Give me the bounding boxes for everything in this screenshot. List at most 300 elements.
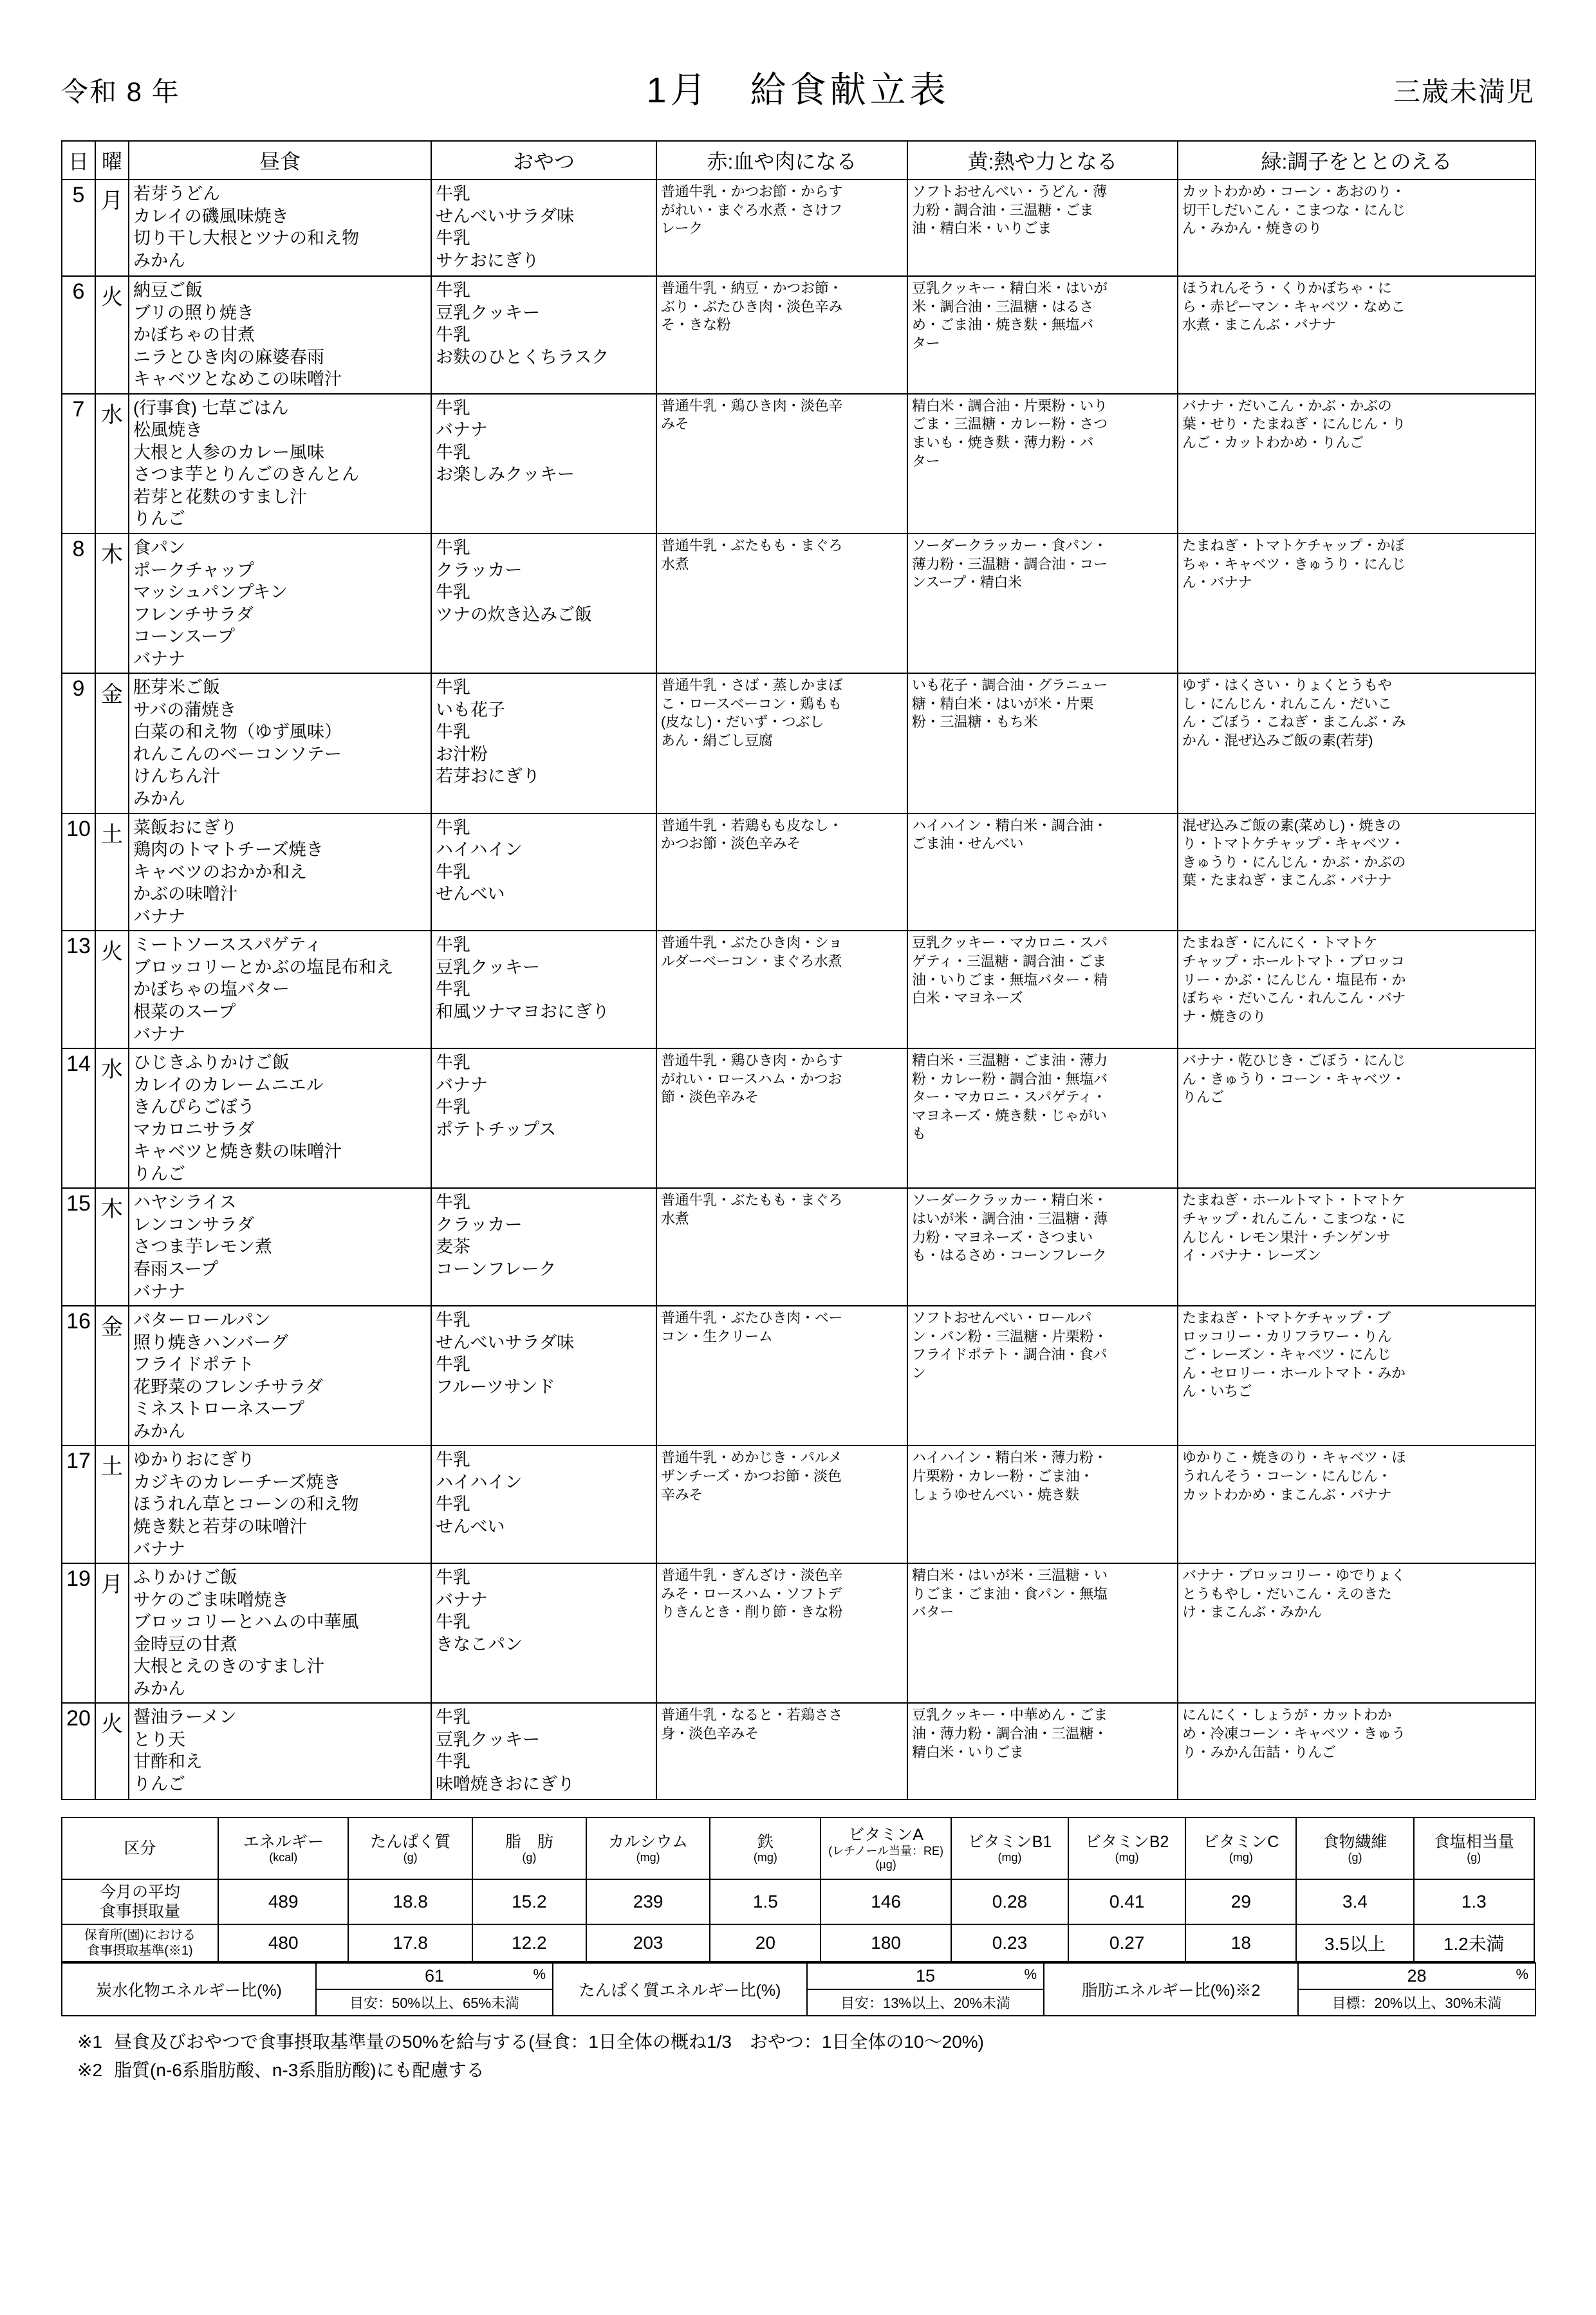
menu-row-lunch-line: 春雨スープ [133,1259,219,1279]
menu-row [62,1048,1536,1188]
menu-row-green-group-line: バナナ・乾ひじき・ごぼう・にんじ [1182,1052,1406,1069]
menu-row-yellow-group-line: りごま・ごま油・食パン・無塩 [912,1585,1108,1602]
menu-row-snack-line: 若芽おにぎり [436,767,540,786]
menu-row-lunch-line: バナナ [133,1281,185,1301]
menu-row-red-group-line: みそ・ロースハム・ソフトデ [661,1585,842,1602]
menu-row-snack-line: 牛乳 [436,678,470,698]
menu-row-lunch-line: フライドポテト [133,1355,255,1375]
menu-row-yellow-group-line: も [912,1126,926,1142]
menu-row-yellow-group [907,394,1178,534]
summary-row-label: 保育所(園)における 食事摂取基準(※1) [62,1924,218,1962]
summary-col-header: ビタミンB2 (mg) [1068,1818,1185,1879]
menu-row-snack-line: 牛乳 [436,1310,470,1330]
audience-label: 三歳未満児 [1393,77,1535,107]
menu-row-snack-line: 豆乳クッキー [436,1729,540,1749]
menu-row-yellow-group [907,534,1178,673]
menu-row-green-group-line: り・みかん缶詰・りんご [1182,1743,1336,1760]
summary-row [62,1879,1534,1924]
footnote-text: 脂質(n-6系脂肪酸、n-3系脂肪酸)にも配慮する [114,2059,485,2080]
menu-row [62,394,1536,534]
menu-row-snack-line: 牛乳 [436,1612,470,1632]
menu-row-snack [431,814,656,931]
menu-row-yellow-group-line: 精白米・はいが米・三温糖・い [912,1567,1108,1584]
menu-sheet [0,58,1596,2315]
menu-row-yellow-group-line: ター [912,452,940,469]
col-header-yellow: 黄:熱や力となる [907,141,1178,180]
menu-row-red-group-line: 普通牛乳・かつお節・からす [661,183,843,200]
menu-row-red-group-line: 身・淡色辛みそ [661,1725,759,1742]
menu-row-green-group-line: とうもやし・だいこん・えのきた [1182,1585,1392,1602]
menu-row-snack-line: 牛乳 [436,442,470,462]
menu-row-snack-line: ハイハイン [436,840,523,860]
menu-row-green-group-line: ん・みかん・焼きのり [1182,220,1322,237]
menu-row-green-group-line: きゅうり・にんじん・かぶ・かぶの [1182,853,1406,870]
menu-row-green-group-line: たまねぎ・トマトケチャップ・かぼ [1182,537,1405,554]
menu-row [62,276,1536,394]
ratio-label-carb: 炭水化物エネルギー比(%) [62,1963,316,2016]
menu-row-red-group-line: あん・絹ごし豆腐 [661,732,773,749]
menu-row-red-group [656,1446,907,1563]
menu-row-lunch-line: 若芽と花麩のすまし汁 [133,487,307,507]
menu-row-snack-line: 牛乳 [436,1568,470,1588]
menu-row-snack-line: 牛乳 [436,228,470,248]
menu-row-snack-line: お麩のひとくちラスク [436,347,609,367]
menu-row [62,1188,1536,1306]
summary-cell: 203 [586,1924,710,1962]
menu-row-snack [431,931,656,1048]
menu-row-lunch-line: 菜飯おにぎり [133,817,237,837]
menu-row-red-group [656,1563,907,1703]
menu-row-lunch-line: (行事食) 七草ごはん [133,398,289,418]
menu-row-red-group-line: 普通牛乳・なると・若鶏ささ [661,1707,843,1724]
menu-row-lunch [129,814,431,931]
ratio-guide-carb: 目安：50%以上、65%未満 [316,1989,553,2016]
menu-row-yellow-group-line: め・ごま油・焼き麩・無塩バ [912,317,1094,333]
menu-row-snack-line: 牛乳 [436,722,470,742]
menu-row-lunch-line: さつま芋レモン煮 [133,1237,272,1257]
menu-row-snack-line: 牛乳 [436,1450,470,1470]
menu-row-snack-line: ツナの炊き込みご飯 [436,604,592,624]
menu-row-snack-line: せんべい [436,884,505,904]
menu-row-red-group-line: かつお節・淡色辛みそ [661,835,801,852]
menu-row-dow: 水 [95,394,129,534]
menu-row-red-group [656,673,907,813]
menu-row-red-group [656,394,907,534]
summary-cell: 29 [1185,1879,1296,1924]
menu-row-day: 14 [62,1048,95,1188]
ratio-guide-fat: 目標：20%以上、30%未満 [1298,1989,1536,2016]
menu-row-lunch-line: かぼちゃの塩バター [133,980,290,999]
menu-row-green-group-line: し・にんじん・れんこん・だいこ [1182,695,1392,712]
menu-row-day: 7 [62,394,95,534]
summary-cell: 17.8 [348,1924,472,1962]
menu-row-yellow-group-line: 片栗粉・カレー粉・ごま油・ [912,1467,1094,1484]
menu-row-snack [431,1563,656,1703]
menu-row-yellow-group-line: 薄力粉・三温糖・調合油・コー [912,555,1108,572]
menu-row-snack-line: 牛乳 [436,1097,470,1117]
menu-row-green-group-line: んご・カットわかめ・りんご [1182,434,1364,451]
menu-row-dow: 月 [95,180,129,276]
summary-col-header: 鉄 (mg) [710,1818,821,1879]
menu-row-lunch-line: ふりかけご飯 [133,1568,237,1588]
menu-row [62,814,1536,931]
menu-row-red-group [656,1703,907,1799]
menu-row-snack-line: せんべいサラダ味 [436,206,575,226]
menu-row-lunch-line: かぶの味噌汁 [133,884,237,904]
menu-row-lunch-line: バナナ [133,649,185,669]
menu-row-lunch-line: 胚芽米ご飯 [133,678,220,698]
menu-row-yellow-group-line: 豆乳クッキー・精白米・はいが [912,280,1108,296]
menu-row-snack-line: 牛乳 [436,1707,470,1727]
menu-row-red-group-line: こ・ロースベーコン・鶏もも [661,695,842,712]
menu-row-green-group [1178,180,1536,276]
menu-row-green-group-line: カットわかめ・コーン・あおのり・ [1182,183,1406,200]
menu-row-green-group-line: ちゃ・キャベツ・きゅうり・にんじ [1182,555,1406,572]
menu-row-lunch-line: 金時豆の甘煮 [133,1634,237,1654]
menu-row-green-group-line: んじん・レモン果汁・チンゲンサ [1182,1229,1391,1245]
summary-cell: 0.23 [951,1924,1068,1962]
summary-col-header: 食物繊維 (g) [1296,1818,1413,1879]
summary-cell: 0.28 [951,1879,1068,1924]
menu-row-snack-line: いも花子 [436,700,505,720]
menu-row-red-group [656,276,907,394]
menu-row-lunch-line: ミネストローネスープ [133,1399,304,1419]
menu-row-red-group-line: レーク [661,220,703,237]
menu-row-snack [431,1703,656,1799]
menu-row-lunch [129,1048,431,1188]
menu-row-red-group [656,814,907,931]
menu-row-snack-line: バナナ [436,1590,488,1610]
menu-row-snack-line: バナナ [436,420,488,440]
summary-cell: 1.2未満 [1414,1924,1534,1962]
menu-row-lunch-line: 根菜のスープ [133,1001,236,1021]
menu-row-snack-line: お楽しみクッキー [436,465,575,485]
summary-row-label: 今月の平均 食事摂取量 [62,1879,218,1924]
ratio-label-fat: 脂肪エネルギー比(%)※2 [1044,1963,1298,2016]
summary-col-header: 食塩相当量 (g) [1414,1818,1534,1879]
menu-row-green-group-line: たまねぎ・にんにく・トマトケ [1182,934,1378,951]
menu-row-lunch [129,1306,431,1446]
menu-row-snack [431,276,656,394]
summary-col-header: エネルギー (kcal) [218,1818,348,1879]
menu-row-yellow-group [907,180,1178,276]
menu-row-lunch-line: バターロールパン [133,1310,271,1330]
menu-row-snack [431,1306,656,1446]
menu-row-snack-line: クラッカー [436,560,523,580]
menu-row-green-group-line: ロッコリー・カリフラワー・りん [1182,1328,1392,1344]
menu-row-lunch-line: とり天 [133,1729,185,1749]
menu-row-snack-line: サケおにぎり [436,250,539,270]
menu-row-lunch [129,1188,431,1306]
menu-row-red-group [656,931,907,1048]
menu-row-green-group-line: 混ぜ込みご飯の素(菜めし)・焼きの [1182,817,1401,833]
menu-row-red-group-line: 辛みそ [661,1486,703,1503]
menu-row-yellow-group [907,1306,1178,1446]
menu-row-lunch-line: けんちん汁 [133,767,220,786]
menu-row-snack-line: フルーツサンド [436,1377,555,1397]
menu-row-yellow-group [907,931,1178,1048]
summary-cell: 18 [1185,1924,1296,1962]
menu-row-lunch-line: きんぴらごぼう [133,1097,255,1117]
menu-row-lunch-line: バナナ [133,1539,185,1559]
menu-row-yellow-group-line: 米・調合油・三温糖・はるさ [912,298,1094,315]
menu-row-green-group-line: イ・バナナ・レーズン [1182,1247,1321,1264]
menu-row-snack-line: 豆乳クッキー [436,957,540,977]
menu-row-green-group [1178,534,1536,673]
menu-row-lunch-line: 食パン [133,538,185,558]
menu-row-lunch-line: ハヤシライス [133,1193,237,1213]
menu-row-snack-line: 牛乳 [436,184,470,203]
menu-row-yellow-group [907,673,1178,813]
menu-row-lunch-line: マカロニサラダ [133,1119,255,1139]
menu-row-snack-line: 豆乳クッキー [436,302,540,322]
menu-row-snack-line: お汁粉 [436,744,488,764]
menu-row-red-group [656,180,907,276]
summary-cell: 480 [218,1924,348,1962]
menu-row [62,1703,1536,1799]
menu-row-yellow-group [907,814,1178,931]
menu-row-snack [431,534,656,673]
menu-row-red-group-line: 普通牛乳・納豆・かつお節・ [661,280,843,296]
menu-row-yellow-group-line: フライドポテト・調合油・食パ [912,1346,1108,1363]
menu-row-lunch-line: みかん [133,1678,185,1698]
menu-row-lunch-line: みかん [133,789,185,809]
menu-row-yellow-group-line: ター [912,335,940,351]
menu-row-lunch-line: みかん [133,250,185,270]
menu-row-red-group-line: ザンチーズ・かつお節・淡色 [661,1467,842,1484]
menu-row-green-group-line: たまねぎ・トマトケチャップ・ブ [1182,1310,1391,1326]
menu-row-day: 17 [62,1446,95,1563]
menu-row-lunch [129,931,431,1048]
menu-row-lunch-line: 醤油ラーメン [133,1707,237,1727]
menu-row-yellow-group-line: ハイハイン・精白米・薄力粉・ [912,1449,1108,1466]
menu-row-day: 15 [62,1188,95,1306]
menu-row-snack-line: 牛乳 [436,1355,470,1375]
menu-row-red-group-line: 普通牛乳・ぎんざけ・淡色辛 [661,1567,843,1584]
menu-row-day: 6 [62,276,95,394]
menu-row-lunch-line: ニラとひき肉の麻婆春雨 [133,347,324,367]
menu-row-lunch [129,673,431,813]
col-header-red: 赤:血や肉になる [656,141,907,180]
menu-row-lunch-line: マッシュパンプキン [133,582,288,602]
summary-col-header: 脂 肪 (g) [472,1818,586,1879]
menu-row-green-group-line: め・冷凍コーン・キャベツ・きゅう [1182,1725,1406,1742]
menu-row-snack-line: 牛乳 [436,935,470,955]
menu-row-day: 10 [62,814,95,931]
menu-row-lunch-line: 大根と人参のカレー風味 [133,442,324,462]
summary-cell: 15.2 [472,1879,586,1924]
menu-row-red-group-line: (皮なし)・だいず・つぶし [661,714,824,730]
menu-row-yellow-group-line: 油・精白米・いりごま [912,220,1052,237]
menu-row-green-group [1178,673,1536,813]
menu-row-snack-line: 牛乳 [436,1752,470,1772]
menu-row-red-group-line: 普通牛乳・ぶたひき肉・ベー [661,1310,843,1326]
menu-row-red-group-line: がれい・まぐろ水煮・さけフ [661,201,843,218]
menu-row-snack-line: 牛乳 [436,398,470,418]
ratio-value-protein: 15 % [807,1963,1044,1989]
menu-row-snack [431,1446,656,1563]
summary-cell: 489 [218,1879,348,1924]
menu-row-day: 16 [62,1306,95,1446]
menu-row-snack-line: 牛乳 [436,325,470,345]
menu-row-lunch-line: ブリの照り焼き [133,302,254,322]
menu-row-green-group-line: ら・赤ピーマン・キャベツ・なめこ [1182,298,1406,315]
menu-row-green-group-line: 水煮・まこんぶ・バナナ [1182,317,1336,333]
menu-row-green-group-line: 切干しだいこん・こまつな・にんじ [1182,201,1406,218]
col-header-lunch: 昼食 [129,141,431,180]
ratio-value-fat: 28 % [1298,1963,1536,1989]
summary-header-row [62,1818,1534,1879]
menu-row-yellow-group-line: ごま・三温糖・カレー粉・さつ [912,416,1108,432]
menu-row-green-group-line: チャップ・ホールトマト・ブロッコ [1182,953,1405,969]
menu-row-red-group-line: 普通牛乳・鶏ひき肉・淡色辛 [661,397,843,414]
menu-row-yellow-group-line: バター [912,1604,954,1621]
summary-cell: 12.2 [472,1924,586,1962]
menu-row-lunch-line: 鶏肉のトマトチーズ焼き [133,840,324,860]
menu-row-lunch-line: ミートソーススパゲティ [133,935,322,955]
menu-row-yellow-group-line: まいも・焼き麩・薄力粉・バ [912,434,1094,451]
menu-row [62,1563,1536,1703]
summary-cell: 1.3 [1414,1879,1534,1924]
menu-row-green-group [1178,931,1536,1048]
menu-row-green-group-line: カットわかめ・まこんぶ・バナナ [1182,1486,1392,1503]
menu-row-yellow-group [907,1048,1178,1188]
menu-row-snack-line: ポテトチップス [436,1119,557,1139]
menu-row-snack [431,1188,656,1306]
menu-row-lunch-line: レンコンサラダ [133,1214,255,1234]
menu-row-green-group-line: バナナ・だいこん・かぶ・かぶの [1182,397,1392,414]
menu-row-lunch [129,534,431,673]
menu-row-snack-line: 牛乳 [436,1494,470,1514]
summary-cell: 3.5以上 [1296,1924,1413,1962]
summary-cell: 3.4 [1296,1879,1413,1924]
page-header [61,58,1535,129]
menu-row-lunch-line: 照り焼きハンバーグ [133,1332,289,1352]
menu-row-snack-line: 牛乳 [436,980,470,999]
summary-cell: 180 [821,1924,951,1962]
menu-row-dow: 木 [95,534,129,673]
energy-ratio-row [62,1963,1536,1989]
menu-row-snack-line: せんべいサラダ味 [436,1332,575,1352]
menu-row-day: 8 [62,534,95,673]
summary-cell: 146 [821,1879,951,1924]
menu-row-red-group [656,1306,907,1446]
menu-row-yellow-group-line: 油・いりごま・無塩バター・精 [912,971,1108,988]
menu-row-yellow-group-line: 粉・三温糖・もち米 [912,714,1038,730]
menu-row-snack [431,394,656,534]
menu-row [62,1446,1536,1563]
menu-row-lunch-line: ひじきふりかけご飯 [133,1053,290,1073]
footnote [77,2028,1535,2056]
menu-row-lunch-line: ブロッコリーとハムの中華風 [133,1612,359,1632]
menu-row-snack [431,180,656,276]
summary-cell: 1.5 [710,1879,821,1924]
menu-row [62,1306,1536,1446]
menu-row-red-group-line: 水煮 [661,1210,689,1227]
menu-row-red-group-line: そ・きな粉 [661,317,731,333]
menu-row-snack-line: 味噌焼きおにぎり [436,1774,575,1794]
menu-row-green-group-line: 葉・たまねぎ・まこんぶ・バナナ [1182,872,1392,889]
menu-row-yellow-group-line: しょうゆせんべい・焼き麩 [912,1486,1079,1503]
menu-row-yellow-group [907,276,1178,394]
menu-row-lunch-line: フレンチサラダ [133,604,254,624]
menu-row-lunch-line: 白菜の和え物（ゆず風味） [133,722,342,742]
menu-row-dow: 水 [95,1048,129,1188]
footnote-marker: ※2 [77,2059,103,2080]
menu-row-green-group-line: ぼちゃ・だいこん・れんこん・バナ [1182,990,1406,1007]
menu-row-green-group-line: ん・きゅうり・コーン・キャベツ・ [1182,1070,1406,1087]
menu-row-dow: 木 [95,1188,129,1306]
col-header-dow: 曜 [95,141,129,180]
menu-row-dow: 金 [95,673,129,813]
menu-row-green-group [1178,1188,1536,1306]
menu-table-header-row [62,141,1536,180]
menu-row-lunch-line: りんご [133,509,185,529]
menu-row-dow: 土 [95,1446,129,1563]
summary-col-header: ビタミンC (mg) [1185,1818,1296,1879]
menu-row-green-group-line: ん・セロリー・ホールトマト・みか [1182,1364,1406,1381]
footnote [77,2056,1535,2084]
menu-row-yellow-group-line: 油・薄力粉・調合油・三温糖・ [912,1725,1108,1742]
menu-row-yellow-group-line: マヨネーズ・焼き麩・じゃがい [912,1107,1107,1124]
menu-row-green-group-line: 葉・せり・たまねぎ・にんじん・り [1182,416,1406,432]
menu-row-yellow-group-line: ハイハイン・精白米・調合油・ [912,817,1108,833]
menu-row-green-group [1178,1048,1536,1188]
ratio-guide-protein: 目安：13%以上、20%未満 [807,1989,1044,2016]
menu-row-lunch [129,394,431,534]
menu-row-lunch-line: ブロッコリーとかぶの塩昆布和え [133,957,394,977]
menu-row-lunch-line: ポークチャップ [133,560,255,580]
menu-row-lunch-line: カレイのカレームニエル [133,1075,324,1095]
menu-row-lunch-line: ゆかりおにぎり [133,1450,255,1470]
menu-row [62,673,1536,813]
summary-col-header: 区分 [62,1818,218,1879]
menu-row-lunch-line: カジキのカレーチーズ焼き [133,1472,341,1492]
summary-cell: 20 [710,1924,821,1962]
summary-cell: 0.27 [1068,1924,1185,1962]
nutrition-summary-table [61,1817,1535,1962]
menu-row-lunch-line: りんご [133,1774,185,1794]
menu-row-green-group-line: ん・バナナ [1182,574,1252,591]
menu-row-red-group-line: がれい・ロースハム・かつお [661,1070,842,1087]
menu-row-green-group [1178,1563,1536,1703]
menu-row-yellow-group-line: も・はるさめ・コーンフレーク [912,1247,1107,1264]
summary-col-header: ビタミンB1 (mg) [951,1818,1068,1879]
summary-col-header: ビタミンA (レチノール当量：RE) (µg) [821,1818,951,1879]
menu-row-dow: 火 [95,1703,129,1799]
menu-row-snack-line: ハイハイン [436,1472,523,1492]
col-header-snack: おやつ [431,141,656,180]
menu-row-yellow-group-line: 精白米・三温糖・ごま油・薄力 [912,1052,1108,1069]
energy-ratio-table [61,1962,1536,2016]
menu-row-lunch-line: コーンスープ [133,627,235,647]
menu-row-red-group-line: 普通牛乳・めかじき・パルメ [661,1449,842,1466]
menu-row-lunch-line: ほうれん草とコーンの和え物 [133,1494,359,1514]
menu-row-lunch-line: さつま芋とりんごのきんとん [133,465,359,485]
menu-row-dow: 月 [95,1563,129,1703]
menu-row [62,534,1536,673]
menu-row-red-group [656,534,907,673]
menu-row-red-group-line: コン・生クリーム [661,1328,773,1344]
menu-row-snack-line: 和風ツナマヨおにぎり [436,1001,609,1021]
menu-row-yellow-group-line: ソーダークラッカー・食パン・ [912,537,1108,554]
menu-row-red-group [656,1188,907,1306]
menu-row-green-group [1178,276,1536,394]
menu-row-snack-line: 牛乳 [436,538,470,558]
menu-row-yellow-group-line: 白米・マヨネーズ [912,990,1023,1007]
menu-row-yellow-group-line: 力粉・調合油・三温糖・ごま [912,201,1094,218]
menu-row-lunch-line: りんご [133,1164,185,1184]
